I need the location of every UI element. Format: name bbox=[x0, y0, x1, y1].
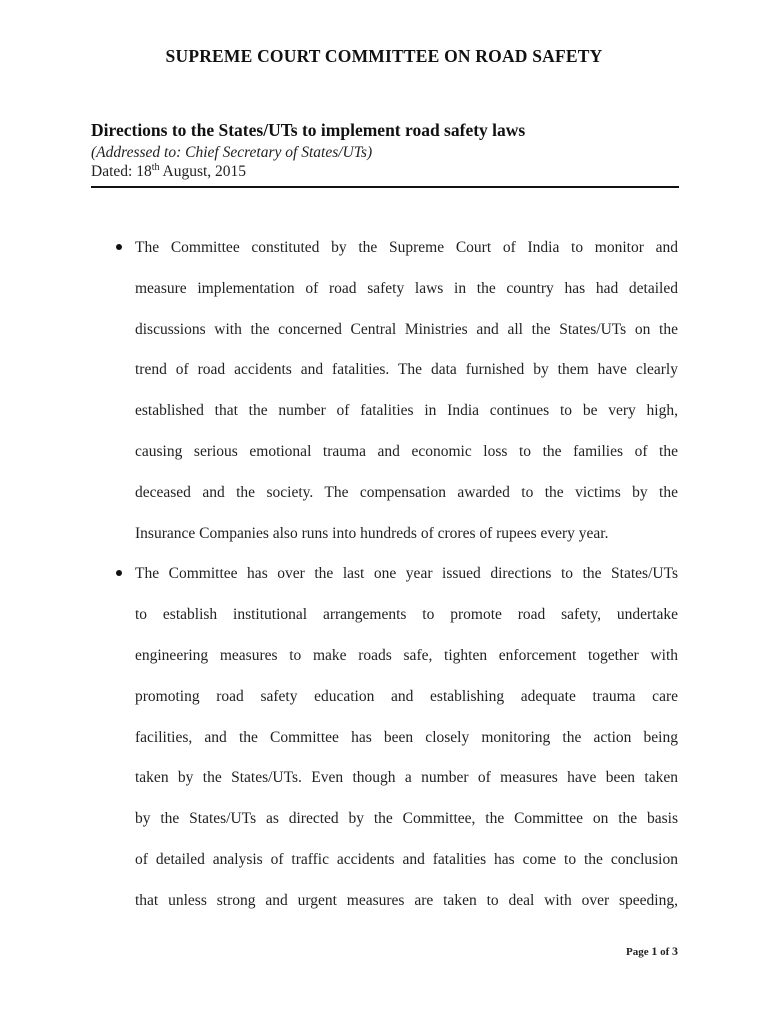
bullet-list bbox=[0, 228, 768, 922]
bullet-paragraph-1 bbox=[0, 228, 768, 554]
paragraph-line: The Committee has over the last one year issued directions to the States/UTs bbox=[135, 565, 678, 583]
paragraph-line: causing serious emotional trauma and economic loss to the families of the bbox=[135, 442, 678, 460]
page-title: SUPREME COURT COMMITTEE ON ROAD SAFETY bbox=[165, 46, 603, 66]
page-footer bbox=[626, 944, 678, 959]
page-current: 1 bbox=[651, 944, 658, 958]
paragraph-line: The Committee constituted by the Supreme Court of India to monitor and bbox=[135, 239, 678, 256]
paragraph-line: of detailed analysis of traffic accidents and fatalities has come to the conclusion bbox=[135, 850, 678, 868]
page-label: Page bbox=[625, 946, 652, 958]
document-subject: Directions to the States/UTs to implement road safety laws bbox=[91, 120, 526, 140]
date-line bbox=[91, 163, 246, 181]
date-suffix: August, 2015 bbox=[159, 163, 247, 180]
paragraph-line: Insurance Companies also runs into hundreds of crores of rupees every year. bbox=[135, 524, 609, 542]
header-divider bbox=[91, 186, 679, 188]
addressed-to: (Addressed to: Chief Secretary of States/UTs) bbox=[91, 144, 373, 161]
page-of: of bbox=[657, 946, 672, 958]
bullet-dot-icon bbox=[116, 244, 122, 250]
paragraph-line: engineering measures to make roads safe, tighten enforcement together with bbox=[135, 646, 678, 664]
paragraph-line: promoting road safety education and establishing adequate trauma care bbox=[135, 687, 678, 705]
paragraph-line: taken by the States/UTs. Even though a number of measures have been taken bbox=[135, 769, 678, 787]
paragraph-line: measure implementation of road safety laws in the country has had detailed bbox=[135, 279, 678, 297]
page-total: 3 bbox=[672, 944, 678, 958]
paragraph-line: deceased and the society. The compensation awarded to the victims by the bbox=[135, 483, 678, 501]
bullet-dot-icon bbox=[116, 570, 122, 576]
date-ordinal-suffix: th bbox=[151, 161, 160, 173]
paragraph-line: that unless strong and urgent measures are taken to deal with over speeding, bbox=[135, 891, 678, 909]
paragraph-line: discussions with the concerned Central Ministries and all the States/UTs on the bbox=[135, 320, 678, 338]
paragraph-line: by the States/UTs as directed by the Committee, the Committee on the basis bbox=[135, 810, 678, 828]
paragraph-line: to establish institutional arrangements to promote road safety, undertake bbox=[135, 606, 678, 624]
bullet-paragraph-2 bbox=[0, 554, 768, 921]
paragraph-line: established that the number of fatalities in India continues to be very high, bbox=[135, 402, 678, 420]
paragraph-line: facilities, and the Committee has been closely monitoring the action being bbox=[135, 728, 678, 746]
date-prefix: Dated: 18 bbox=[91, 163, 152, 180]
paragraph-line: trend of road accidents and fatalities. The data furnished by them have clearly bbox=[135, 361, 678, 379]
